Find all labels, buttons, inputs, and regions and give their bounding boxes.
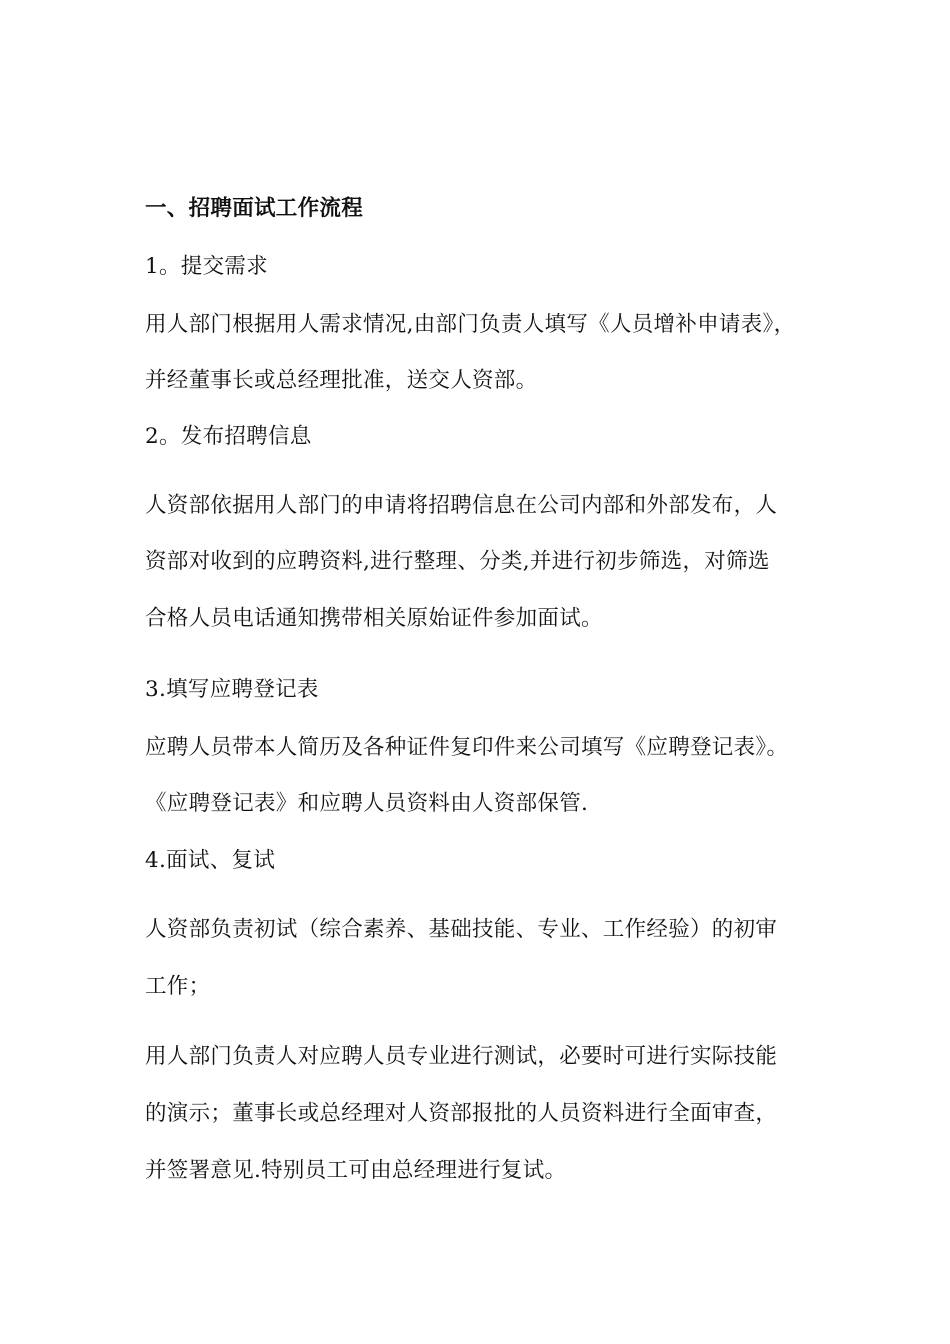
step-2-text-line-2: 资部对收到的应聘资料,进行整理、分类,并进行初步筛选，对筛选 [145, 549, 770, 574]
step-4-para-2-line-3: 并签署意见.特别员工可由总经理进行复试。 [145, 1158, 567, 1183]
step-2-text-line-3: 合格人员电话通知携带相关原始证件参加面试。 [145, 606, 603, 631]
step-4-para-2-line-2: 的演示；董事长或总经理对人资部报批的人员资料进行全面审查， [145, 1101, 778, 1126]
step-1-text-line-1: 用人部门根据用人需求情况,由部门负责人填写《人员增补申请表》， [145, 312, 796, 337]
step-4-para-2-line-1: 用人部门负责人对应聘人员专业进行测试，必要时可进行实际技能 [145, 1044, 778, 1069]
step-1-heading: 1。提交需求 [145, 254, 268, 279]
step-2-heading: 2。发布招聘信息 [145, 424, 312, 449]
step-3-heading: 3.填写应聘登记表 [145, 677, 319, 702]
step-3-text-line-1: 应聘人员带本人简历及各种证件复印件来公司填写《应聘登记表》。 [145, 735, 789, 760]
step-4-para-1-line-1: 人资部负责初试（综合素养、基础技能、专业、工作经验）的初审 [145, 917, 778, 942]
step-4-heading: 4.面试、复试 [145, 848, 276, 873]
step-3-text-line-2: 《应聘登记表》和应聘人员资料由人资部保管. [145, 791, 589, 816]
section-title: 一、招聘面试工作流程 [145, 196, 364, 221]
step-2-text-line-1: 人资部依据用人部门的申请将招聘信息在公司内部和外部发布，人 [145, 493, 778, 518]
step-4-para-1-line-2: 工作； [145, 974, 211, 999]
step-1-text-line-2: 并经董事长或总经理批准，送交人资部。 [145, 368, 538, 393]
